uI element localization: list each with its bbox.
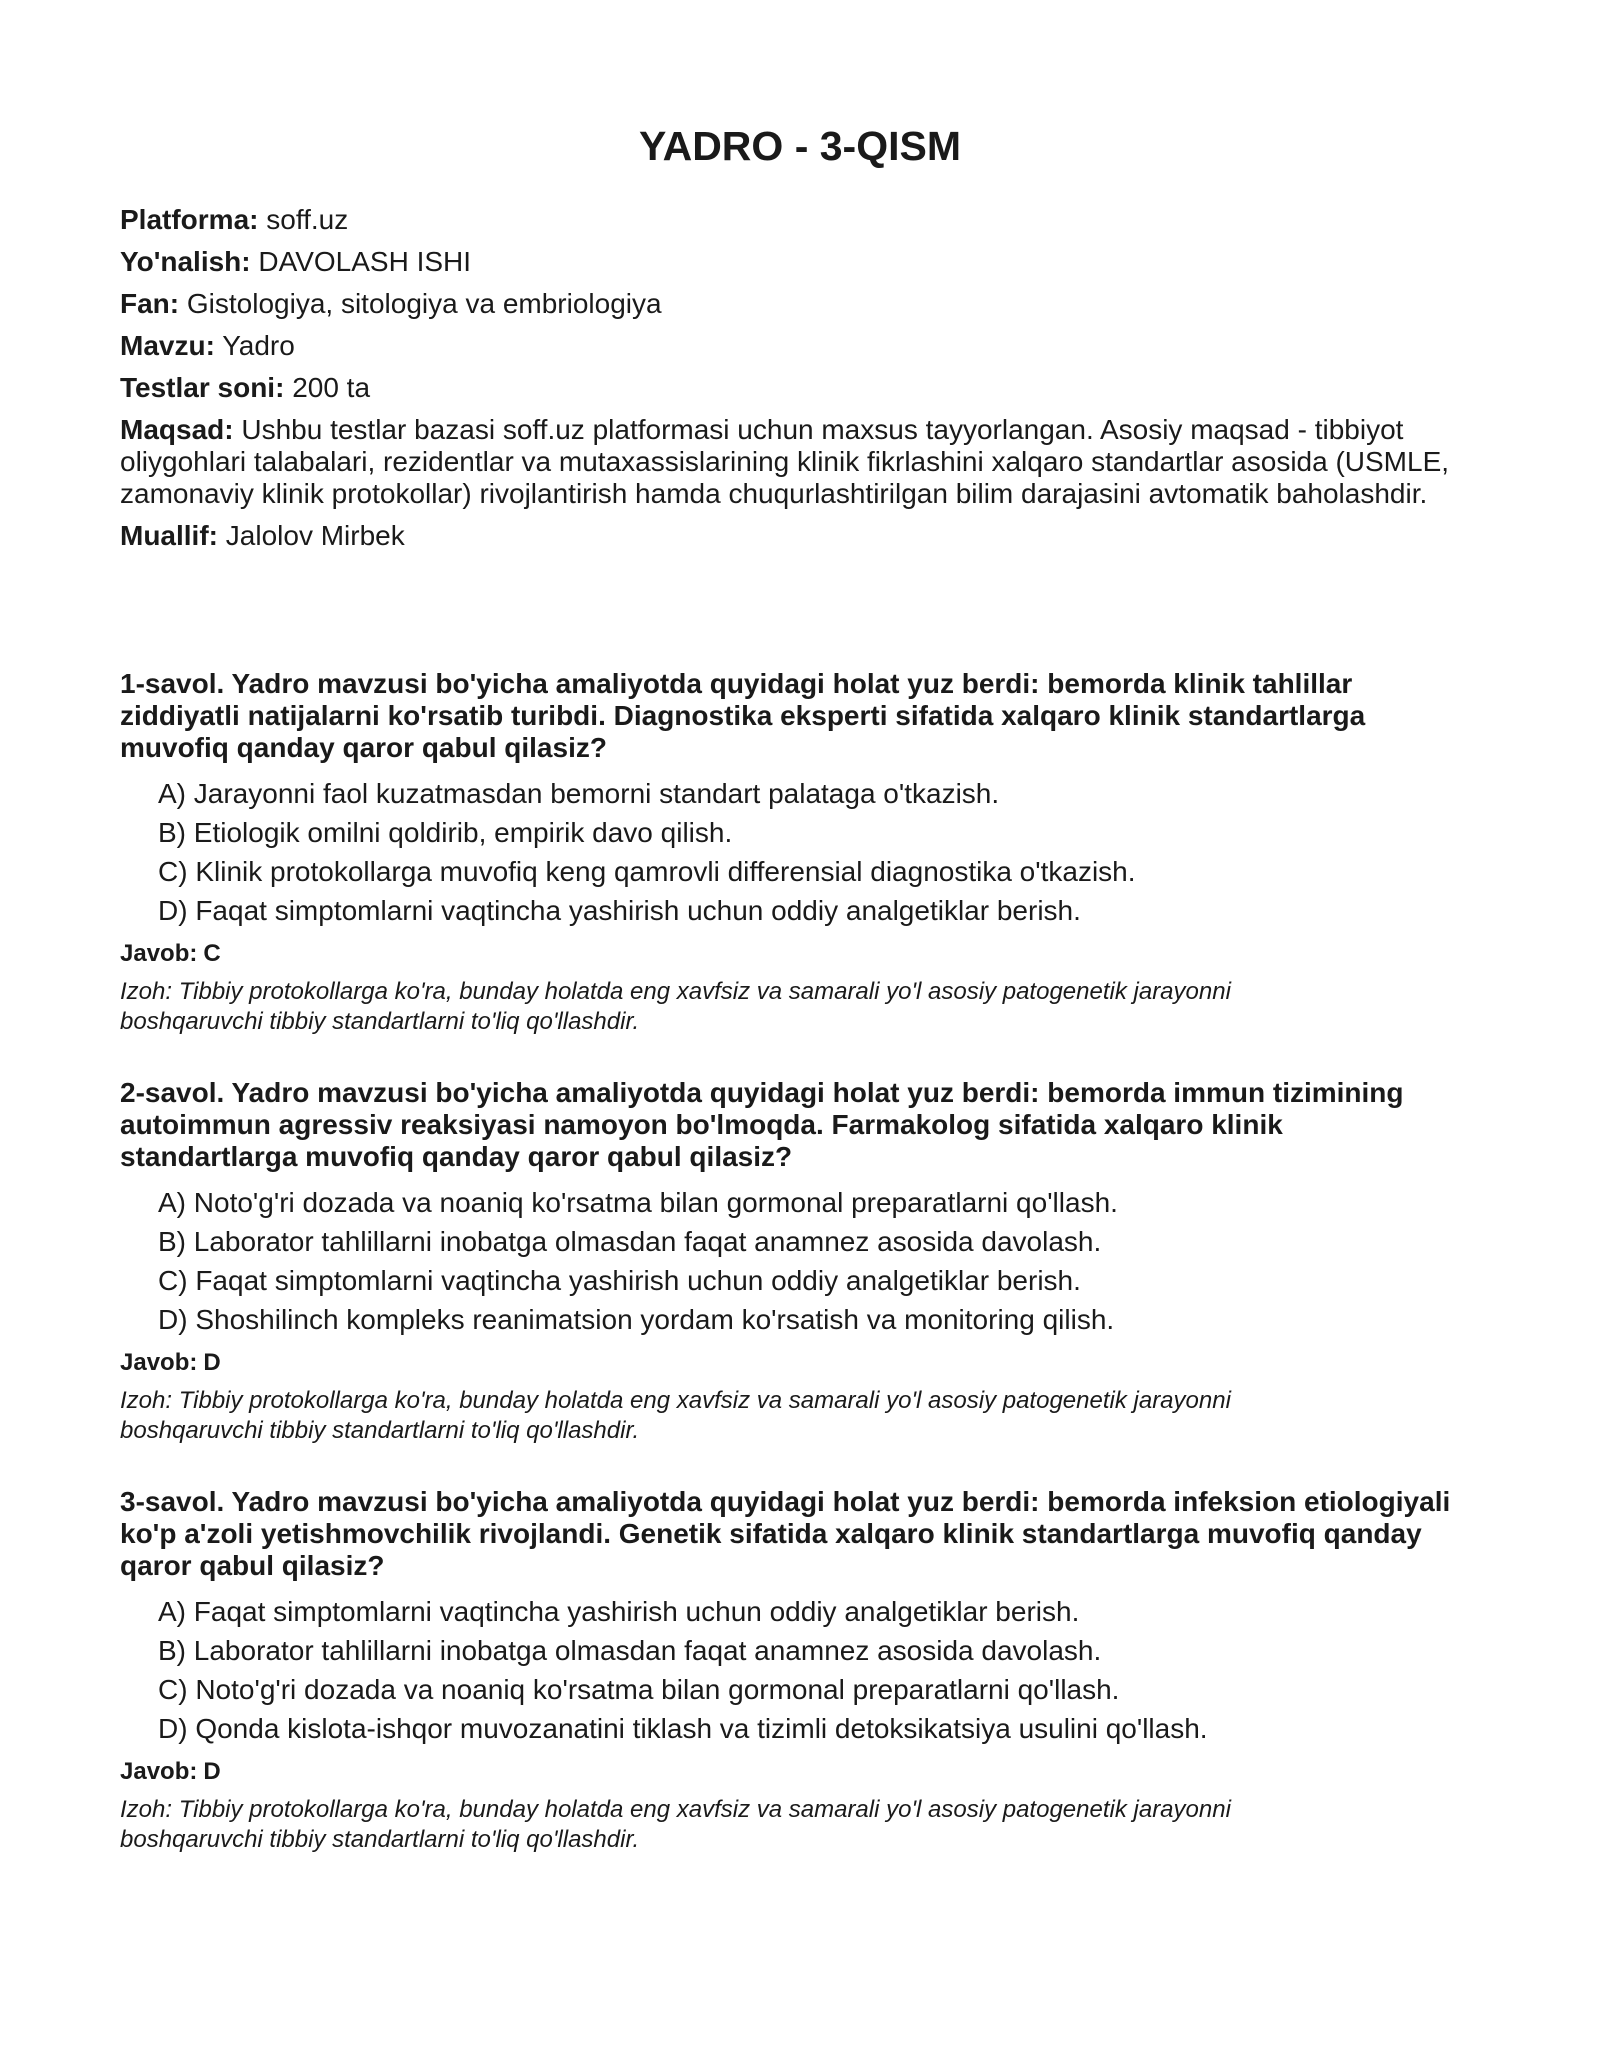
meta-goal-label: Maqsad: xyxy=(120,414,234,445)
answer-label: Javob: xyxy=(120,1758,198,1785)
meta-test-count xyxy=(120,372,1450,404)
answer-option-a: A) Jarayonni faol kuzatmasdan bemorni standart palataga o'tkazish. xyxy=(158,778,1000,809)
question-text: 2-savol. Yadro mavzusi bo'yicha amaliyotda quyidagi holat yuz berdi: bemorda immun tizimining autoimmun agressiv reaksiyasi namoyon bo'lmoqda. Farmakolog sifatida xalqaro klinik standartlarga muvofiq qanday qaror qabul qilasiz? xyxy=(120,1077,1404,1172)
answer-option-d: D) Faqat simptomlarni vaqtincha yashirish uchun oddiy analgetiklar berish. xyxy=(158,895,1081,926)
document-metadata xyxy=(120,204,1450,562)
answer-option-b: B) Laborator tahlillarni inobatga olmasdan faqat anamnez asosida davolash. xyxy=(158,1635,1102,1666)
meta-author-value: Jalolov Mirbek xyxy=(225,520,405,551)
correct-answer xyxy=(120,939,1460,969)
answer-label: Javob: xyxy=(120,940,198,967)
meta-subject xyxy=(120,288,1450,320)
answer-option-a: A) Faqat simptomlarni vaqtincha yashirish uchun oddiy analgetiklar berish. xyxy=(158,1596,1080,1627)
meta-direction-value: DAVOLASH ISHI xyxy=(258,246,472,277)
question-2 xyxy=(120,1077,1460,1446)
answer-value: C xyxy=(203,940,221,967)
question-3 xyxy=(120,1486,1460,1855)
meta-test-count-label: Testlar soni: xyxy=(120,372,285,403)
question-text: 3-savol. Yadro mavzusi bo'yicha amaliyotda quyidagi holat yuz berdi: bemorda infeksion etiologiyali ko'p a'zoli yetishmovchilik rivojlandi. Genetik sifatida xalqaro klinik standartlarga muvofiq qanday qaror qabul qilasiz? xyxy=(120,1486,1451,1581)
meta-subject-value: Gistologiya, sitologiya va embriologiya xyxy=(186,288,662,319)
meta-direction-label: Yo'nalish: xyxy=(120,246,251,277)
meta-topic xyxy=(120,330,1450,362)
answer-option-b: B) Etiologik omilni qoldirib, empirik davo qilish. xyxy=(158,817,733,848)
explanation-note: Izoh: Tibbiy protokollarga ko'ra, bunday holatda eng xavfsiz va samarali yo'l asosiy patogenetik jarayonni boshqaruvchi tibbiy standartlarni to'liq qo'llashdir. xyxy=(120,1387,1231,1444)
answer-option-a: A) Noto'g'ri dozada va noaniq ko'rsatma bilan gormonal preparatlarni qo'llash. xyxy=(158,1187,1118,1218)
question-text: 1-savol. Yadro mavzusi bo'yicha amaliyotda quyidagi holat yuz berdi: bemorda klinik tahlillar ziddiyatli natijalarni ko'rsatib turibdi. Diagnostika eksperti sifatida xalqaro klinik standartlarga muvofiq qanday qaror qabul qilasiz? xyxy=(120,668,1366,763)
answer-option-d: D) Qonda kislota-ishqor muvozanatini tiklash va tizimli detoksikatsiya usulini qo'llash. xyxy=(158,1713,1208,1744)
meta-platform xyxy=(120,204,1450,236)
meta-platform-label: Platforma: xyxy=(120,204,259,235)
meta-goal-value: Ushbu testlar bazasi soff.uz platformasi uchun maxsus tayyorlangan. Asosiy maqsad - tibbiyot oliygohlari talabalari, rezidentlar va mutaxassislarining klinik fikrlashini xalqaro standartlar asosida (USMLE, zamonaviy klinik protokollar) rivojlantirish hamda chuqurlashtirilgan bilim darajasini avtomatik baholashdir. xyxy=(120,414,1450,509)
meta-topic-value: Yadro xyxy=(222,330,295,361)
meta-subject-label: Fan: xyxy=(120,288,180,319)
answer-option-c: C) Klinik protokollarga muvofiq keng qamrovli differensial diagnostika o'tkazish. xyxy=(158,856,1136,887)
explanation-note: Izoh: Tibbiy protokollarga ko'ra, bunday holatda eng xavfsiz va samarali yo'l asosiy patogenetik jarayonni boshqaruvchi tibbiy standartlarni to'liq qo'llashdir. xyxy=(120,1796,1231,1853)
correct-answer xyxy=(120,1757,1460,1787)
answer-option-d: D) Shoshilinch kompleks reanimatsion yordam ko'rsatish va monitoring qilish. xyxy=(158,1304,1115,1335)
answer-value: D xyxy=(203,1349,221,1376)
meta-topic-label: Mavzu: xyxy=(120,330,215,361)
meta-goal xyxy=(120,414,1450,510)
answer-option-b: B) Laborator tahlillarni inobatga olmasdan faqat anamnez asosida davolash. xyxy=(158,1226,1102,1257)
answer-value: D xyxy=(203,1758,221,1785)
meta-author-label: Muallif: xyxy=(120,520,218,551)
page-title: YADRO - 3-QISM xyxy=(639,123,961,169)
answer-option-c: C) Noto'g'ri dozada va noaniq ko'rsatma bilan gormonal preparatlarni qo'llash. xyxy=(158,1674,1120,1705)
question-1 xyxy=(120,668,1460,1037)
meta-test-count-value: 200 ta xyxy=(292,372,371,403)
answer-label: Javob: xyxy=(120,1349,198,1376)
meta-author xyxy=(120,520,1450,552)
correct-answer xyxy=(120,1348,1460,1378)
meta-platform-value: soff.uz xyxy=(266,204,349,235)
explanation-note: Izoh: Tibbiy protokollarga ko'ra, bunday holatda eng xavfsiz va samarali yo'l asosiy patogenetik jarayonni boshqaruvchi tibbiy standartlarni to'liq qo'llashdir. xyxy=(120,978,1231,1035)
answer-option-c: C) Faqat simptomlarni vaqtincha yashirish uchun oddiy analgetiklar berish. xyxy=(158,1265,1081,1296)
meta-direction xyxy=(120,246,1450,278)
